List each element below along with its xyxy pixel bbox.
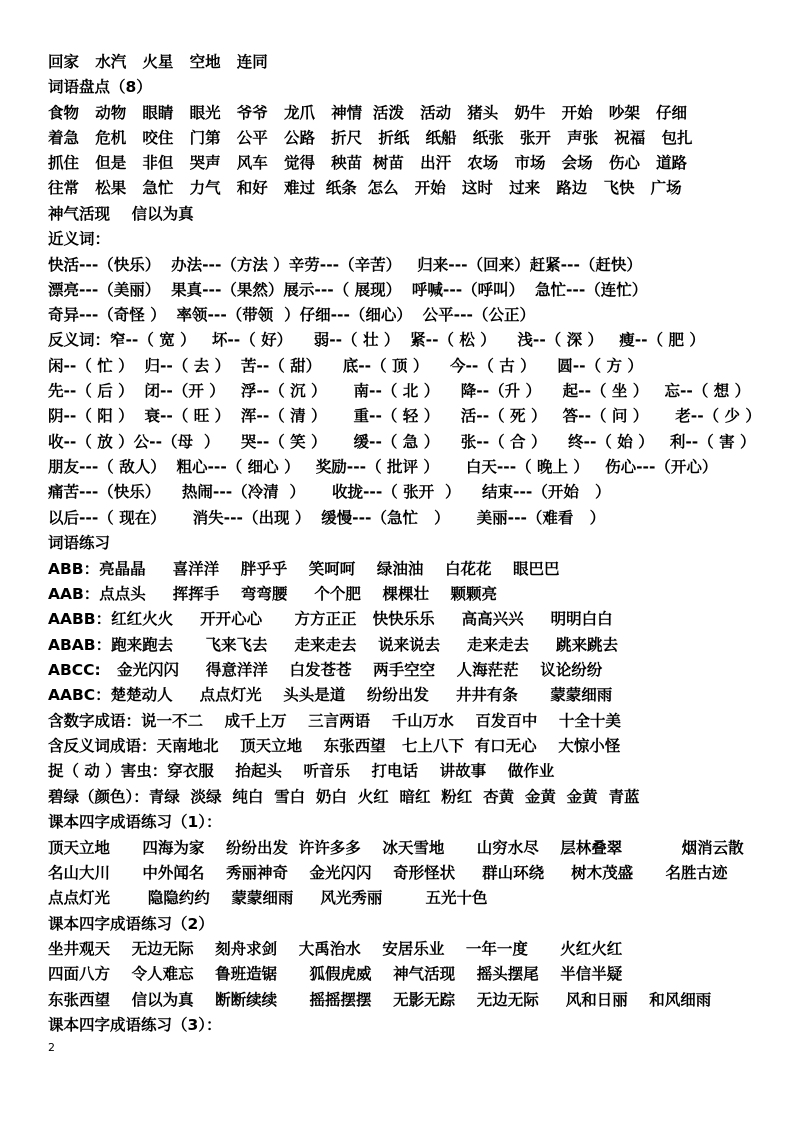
text-line: 以后---（ 现在） 消失---（出现 ） 缓慢---（急忙 ） 美丽---（难看 ）	[48, 509, 606, 527]
text-line: 阴--（ 阳 ） 衰--（ 旺 ） 浑--（ 清 ） 重--（ 轻 ） 活--（ 死 ） 答--（ 问 ） 老--（ 少 ）	[48, 407, 761, 425]
page-number: 2	[48, 1041, 55, 1054]
text-line: 顶天立地 四海为家 纷纷出发 许许多多 冰天雪地 山穷水尽 层林叠翠 烟消云散	[48, 839, 744, 857]
text-line: AAB：点点头 挥挥手 弯弯腰 个个肥 棵棵壮 颗颗亮	[48, 585, 498, 603]
text-line: AABC：楚楚动人 点点灯光 头头是道 纷纷出发 井井有条 蒙蒙细雨	[48, 686, 613, 704]
text-line: 东张西望 信以为真 断断续续 摇摇摆摆 无影无踪 无边无际 风和日丽 和风细雨	[48, 991, 712, 1009]
text-line: 反义词：窄--（ 宽 ） 坏--（ 好） 弱--（ 壮 ） 紧--（ 松 ） 浅--（ 深 ） 瘦--（ 肥 ）	[48, 331, 705, 349]
text-line: 神气活现 信以为真	[48, 205, 194, 223]
text-line: 奇异---（奇怪 ） 率领---（带领 ）仔细---（细心） 公平---（公正）	[48, 306, 535, 324]
section-heading: 词语练习	[48, 534, 111, 552]
section-heading: 近义词：	[48, 230, 111, 248]
text-line: 闲--（ 忙 ） 归--（ 去 ） 苦--（ 甜） 底--（ 顶 ） 今--（ 古 ） 圆--（ 方 ）	[48, 357, 643, 375]
section-heading: 词语盘点（8）	[48, 78, 152, 96]
text-line: 痛苦---（快乐） 热闹---（冷清 ） 收拢---（ 张开 ） 结束---（开始 ）	[48, 483, 611, 501]
text-line: 碧绿（颜色）：青绿 淡绿 纯白 雪白 奶白 火红 暗红 粉红 杏黄 金黄 金黄 青蓝	[48, 788, 640, 806]
text-line: 含数字成语：说一不二 成千上万 三言两语 千山万水 百发百中 十全十美	[48, 712, 621, 730]
text-line: 朋友---（ 敌人） 粗心---（ 细心 ） 奖励---（ 批评 ） 白天---（ 晚上 ） 伤心---（开心）	[48, 458, 718, 476]
section-heading: 课本四字成语练习（2）	[48, 915, 214, 933]
text-line: 收--（ 放 ）公--（母 ） 哭--（ 笑 ） 缓--（ 急 ） 张--（ 合 ） 终--（ 始 ） 利--（ 害 ）	[48, 433, 756, 451]
text-line: 着急 危机 咬住 门第 公平 公路 折尺 折纸 纸船 纸张 张开 声张 祝福 包扎	[48, 129, 693, 147]
text-line: 坐井观天 无边无际 刻舟求剑 大禹治水 安居乐业 一年一度 火红火红	[48, 940, 623, 958]
text-line: 捉（ 动 ）害虫：穿衣服 抬起头 听音乐 打电话 讲故事 做作业	[48, 762, 555, 780]
text-line: 含反义词成语：天南地北 顶天立地 东张西望 七上八下 有口无心 大惊小怪	[48, 737, 621, 755]
section-heading: 课本四字成语练习（3）：	[48, 1016, 222, 1034]
text-line: 先--（ 后 ） 闭--（开 ） 浮--（ 沉 ） 南--（ 北 ） 降--（升 ） 起--（ 坐 ） 忘--（ 想 ）	[48, 382, 751, 400]
text-line: 食物 动物 眼睛 眼光 爷爷 龙爪 神情 活泼 活动 猪头 奶牛 开始 吵架 仔细	[48, 104, 688, 122]
text-line: 回家 水汽 火星 空地 连同	[48, 53, 268, 71]
text-line: ABB：亮晶晶 喜洋洋 胖乎乎 笑呵呵 绿油油 白花花 眼巴巴	[48, 560, 560, 578]
text-line: 漂亮---（美丽） 果真---（果然）展示---（ 展现） 呼喊---（呼叫） 急忙---（连忙）	[48, 281, 648, 299]
section-heading: 课本四字成语练习（1）：	[48, 813, 222, 831]
text-line: 点点灯光 隐隐约约 蒙蒙细雨 风光秀丽 五光十色	[48, 889, 488, 907]
text-line: ABAB：跑来跑去 飞来飞去 走来走去 说来说去 走来走去 跳来跳去	[48, 636, 619, 654]
text-line: 快活---（快乐） 办法---（方法 ）辛劳---（辛苦） 归来---（回来）赶紧---（赶快）	[48, 256, 642, 274]
text-line: 名山大川 中外闻名 秀丽神奇 金光闪闪 奇形怪状 群山环绕 树木茂盛 名胜古迹	[48, 864, 728, 882]
text-line: 抓住 但是 非但 哭声 风车 觉得 秧苗 树苗 出汗 农场 市场 会场 伤心 道路	[48, 154, 688, 172]
text-line: AABB：红红火火 开开心心 方方正正 快快乐乐 高高兴兴 明明白白	[48, 610, 613, 628]
text-line: ABCC: 金光闪闪 得意洋洋 白发苍苍 两手空空 人海茫茫 议论纷纷	[48, 661, 603, 679]
text-line: 四面八方 令人难忘 鲁班造锯 狐假虎威 神气活现 摇头摆尾 半信半疑	[48, 965, 623, 983]
text-line: 往常 松果 急忙 力气 和好 难过 纸条 怎么 开始 这时 过来 路边 飞快 广场	[48, 179, 682, 197]
